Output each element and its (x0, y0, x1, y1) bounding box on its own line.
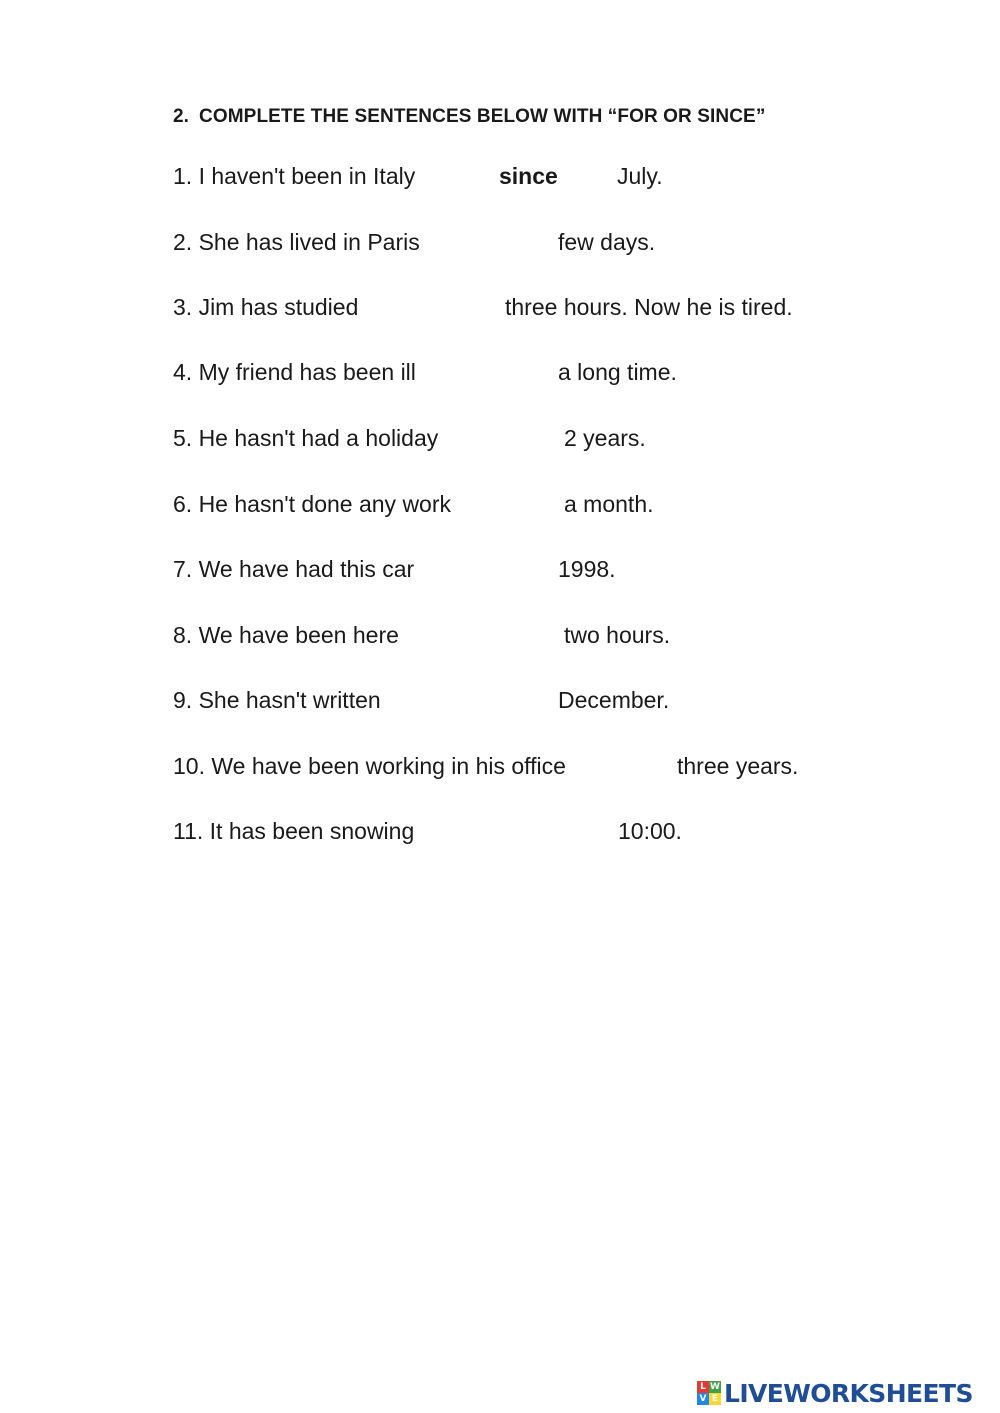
sentence-text: 8. We have been here (173, 622, 399, 648)
sentence-text: 2. She has lived in Paris (173, 229, 420, 255)
sentence-ending: 2 years. (564, 425, 646, 451)
sentence-row (173, 359, 933, 389)
sentence-text: 9. She hasn't written (173, 687, 381, 713)
sentence-ending: December. (558, 687, 670, 713)
sentence-row (173, 556, 933, 586)
exercise-instruction: COMPLETE THE SENTENCES BELOW WITH “FOR OR SINCE” (199, 106, 766, 127)
exercise-heading (173, 106, 765, 128)
sentence-ending: two hours. (564, 622, 671, 648)
sentence-ending: few days. (558, 229, 656, 255)
sentence-text: 5. He hasn't had a holiday (173, 425, 439, 451)
sentence-text: 4. My friend has been ill (173, 359, 416, 385)
sentence-ending: July. (617, 163, 663, 189)
logo-wordmark: LIVEWORKSHEETS (724, 1378, 973, 1408)
logo-tile: E (709, 1393, 721, 1405)
sentence-row (173, 687, 933, 717)
sentence-text: 6. He hasn't done any work (173, 491, 451, 517)
sentence-row (173, 818, 933, 848)
sentence-row (173, 163, 933, 193)
sentence-row (173, 753, 933, 783)
sentence-row (173, 425, 933, 455)
sentence-text: 1. I haven't been in Italy (173, 163, 416, 189)
sentence-row (173, 294, 933, 324)
sentence-row (173, 491, 933, 521)
sentence-ending: three years. (677, 753, 799, 779)
liveworksheets-logo[interactable] (697, 1378, 973, 1408)
answer-blank[interactable]: since (499, 163, 558, 189)
sentence-ending: 1998. (558, 556, 616, 582)
logo-tile: V (697, 1393, 709, 1405)
exercise-number: 2. (173, 106, 190, 127)
sentence-text: 3. Jim has studied (173, 294, 359, 320)
sentence-row (173, 622, 933, 652)
sentence-ending: a long time. (558, 359, 677, 385)
sentence-text: 7. We have had this car (173, 556, 415, 582)
sentence-ending: 10:00. (618, 818, 682, 844)
sentence-row (173, 229, 933, 259)
sentence-text: 10. We have been working in his office (173, 753, 566, 779)
sentence-ending: a month. (564, 491, 654, 517)
sentence-text: 11. It has been snowing (173, 818, 415, 844)
logo-tile: W (710, 1382, 720, 1392)
liveworksheets-logo-icon (697, 1381, 721, 1405)
logo-tile: L (697, 1381, 709, 1393)
sentence-ending: three hours. Now he is tired. (505, 294, 793, 320)
